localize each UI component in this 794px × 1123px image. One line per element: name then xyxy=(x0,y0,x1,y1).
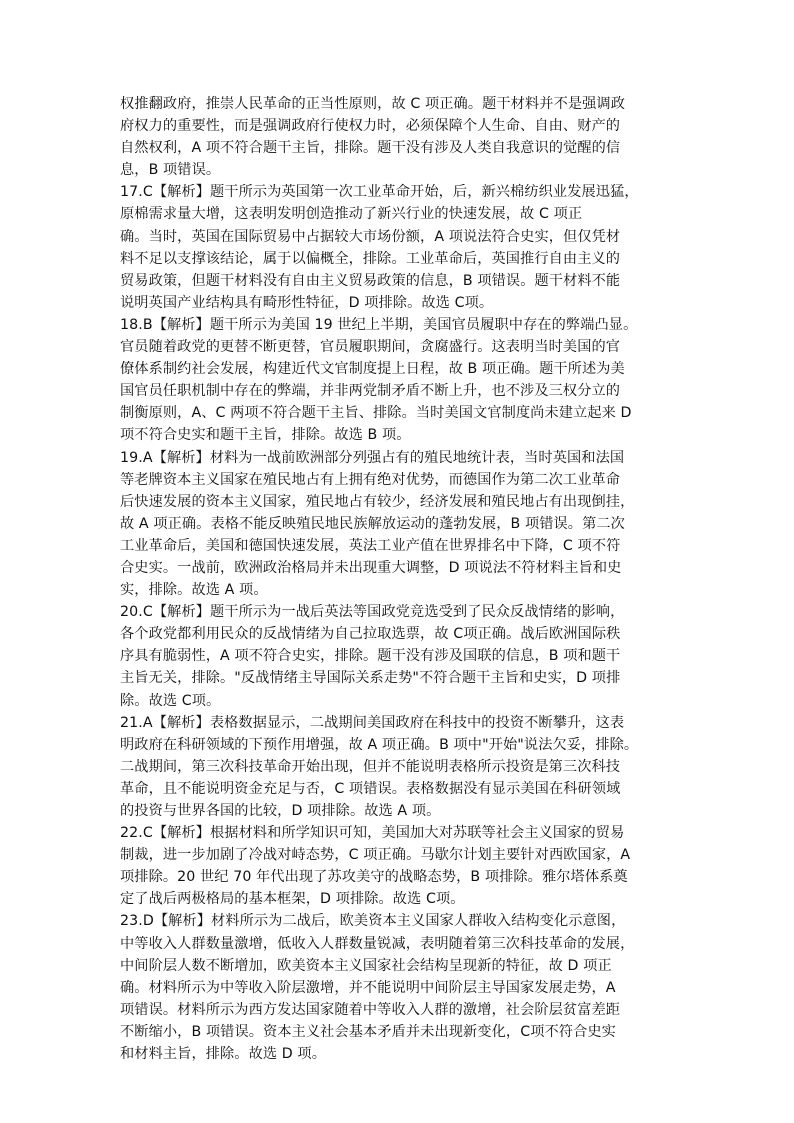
text-line: 僚体系制约社会发展，构建近代文官制度提上日程，故 B 项正确。题干所述为美 xyxy=(120,361,625,378)
text-line: 确。当时，英国在国际贸易中占据较大市场份额，A 项说法符合史实，但仅凭材 xyxy=(120,228,621,245)
text-line: 贸易政策，但题干材料没有自由主义贸易政策的信息，B 项错误。题干材料不能 xyxy=(120,272,621,289)
text-line: 20.C【解析】题干所示为一战后英法等国政党竞选受到了民众反战情绪的影响， xyxy=(120,604,625,621)
text-line: 和材料主旨，排除。故选 D 项。 xyxy=(120,1046,326,1063)
text-line: 主旨无关，排除。"反战情绪主导国际关系走势"不符合题干主旨和史实，D 项排 xyxy=(120,670,621,687)
text-line: 制衡原则，A、C 两项不符合题干主旨、排除。当时美国文官制度尚未建立起来 D xyxy=(120,405,632,422)
text-line: 序具有脆弱性，A 项不符合史实，排除。题干没有涉及国联的信息，B 项和题干 xyxy=(120,648,621,665)
text-line: 19.A【解析】材料为一战前欧洲部分列强占有的殖民地统计表，当时英国和法国 xyxy=(120,449,625,466)
text-line: 23.D【解析】材料所示为二战后，欧美资本主义国家人群收入结构变化示意图， xyxy=(120,913,626,930)
text-line: 后快速发展的资本主义国家，殖民地占有较少，经济发展和殖民地占有出现倒挂， xyxy=(120,493,635,510)
text-line: 故 A 项正确。表格不能反映殖民地民族解放运动的蓬勃发展，B 项错误。第二次 xyxy=(120,515,625,532)
text-line: 除。故选 C项。 xyxy=(120,692,221,709)
text-line: 府权力的重要性，而是强调政府行使权力时，必须保障个人生命、自由、财产的 xyxy=(120,118,621,135)
text-line: 权推翻政府，推崇人民革命的正当性原则，故 C 项正确。题干材料并不是强调政 xyxy=(120,96,626,112)
text-line: 中等收入人群数量激增，低收入人群数量锐减，表明随着第三次科技革命的发展， xyxy=(120,935,635,952)
text-line: 各个政党都利用民众的反战情绪为自己拉取选票，故 C项正确。战后欧洲国际秩 xyxy=(120,626,621,643)
text-line: 项不符合史实和题干主旨，排除。故选 B 项。 xyxy=(120,427,411,444)
text-line: 官员随着政党的更替不断更替，官员履职期间，贪腐盛行。这表明当时美国的官 xyxy=(120,339,621,356)
text-line: 项排除。20 世纪 70 年代出现了苏攻美守的战略态势，B 项排除。雅尔塔体系奠 xyxy=(120,869,628,886)
text-line: 制裁，进一步加剧了冷战对峙态势，C 项正确。马歇尔计划主要针对西欧国家，A xyxy=(120,847,631,864)
text-line: 实，排除。故选 A 项。 xyxy=(120,582,268,599)
text-line: 二战期间，第三次科技革命开始出现，但并不能说明表格所示投资是第三次科技 xyxy=(120,758,621,775)
text-line: 定了战后两极格局的基本框架，D 项排除。故选 C项。 xyxy=(120,891,465,908)
text-line: 不断缩小，B 项错误。资本主义社会基本矛盾并未出现新变化，C项不符合史实 xyxy=(120,1023,616,1040)
text-line: 中间阶层人数不断增加，欧美资本主义国家社会结构呈现新的特征，故 D 项正 xyxy=(120,957,612,974)
text-line: 确。材料所示为中等收入阶层激增，并不能说明中间阶层主导国家发展走势，A xyxy=(120,979,616,996)
text-line: 工业革命后，美国和德国快速发展，英法工业产值在世界排名中下降，C 项不符 xyxy=(120,537,621,554)
text-line: 明政府在科研领域的下预作用增强，故 A 项正确。B 项中"开始"说法欠妥，排除。 xyxy=(120,736,639,753)
text-line: 22.C【解析】根据材料和所学知识可知，美国加大对苏联等社会主义国家的贸易 xyxy=(120,825,625,842)
text-line: 项错误。材料所示为西方发达国家随着中等收入人群的激增，社会阶层贫富差距 xyxy=(120,1001,621,1018)
text-line: 18.B【解析】题干所示为美国 19 世纪上半期，美国官员履职中存在的弊端凸显。 xyxy=(120,316,638,333)
text-line: 息，B 项错误。 xyxy=(120,162,221,179)
text-line: 的投资与世界各国的比较，D 项排除。故选 A 项。 xyxy=(120,803,441,819)
text-line: 等老牌资本主义国家在殖民地占有上拥有绝对优势，而德国作为第二次工业革命 xyxy=(120,471,621,488)
text-line: 说明英国产业结构具有畸形性特征，D 项排除。故选 C项。 xyxy=(120,294,494,311)
text-line: 21.A【解析】表格数据显示，二战期间美国政府在科技中的投资不断攀升，这表 xyxy=(120,714,625,731)
answer-explanation-text xyxy=(120,93,680,1065)
text-line: 料不足以支撑该结论，属于以偏概全，排除。工业革命后，英国推行自由主义的 xyxy=(120,250,621,267)
text-line: 革命，且不能说明资金充足与否，C 项错误。表格数据没有显示美国在科研领域 xyxy=(120,780,621,797)
text-line: 原棉需求量大增，这表明发明创造推动了新兴行业的快速发展，故 C 项正 xyxy=(120,206,583,223)
text-line: 国官员任职机制中存在的弊端，并非两党制矛盾不断上升，也不涉及三权分立的 xyxy=(120,383,621,400)
text-line: 自然权利，A 项不符合题干主旨，排除。题干没有涉及人类自我意识的觉醒的信 xyxy=(120,140,621,157)
text-line: 合史实。一战前，欧洲政治格局并未出现重大调整，D 项说法不符材料主旨和史 xyxy=(120,559,622,576)
text-line: 17.C【解析】题干所示为英国第一次工业革命开始，后，新兴棉纺织业发展迅猛， xyxy=(120,184,639,201)
